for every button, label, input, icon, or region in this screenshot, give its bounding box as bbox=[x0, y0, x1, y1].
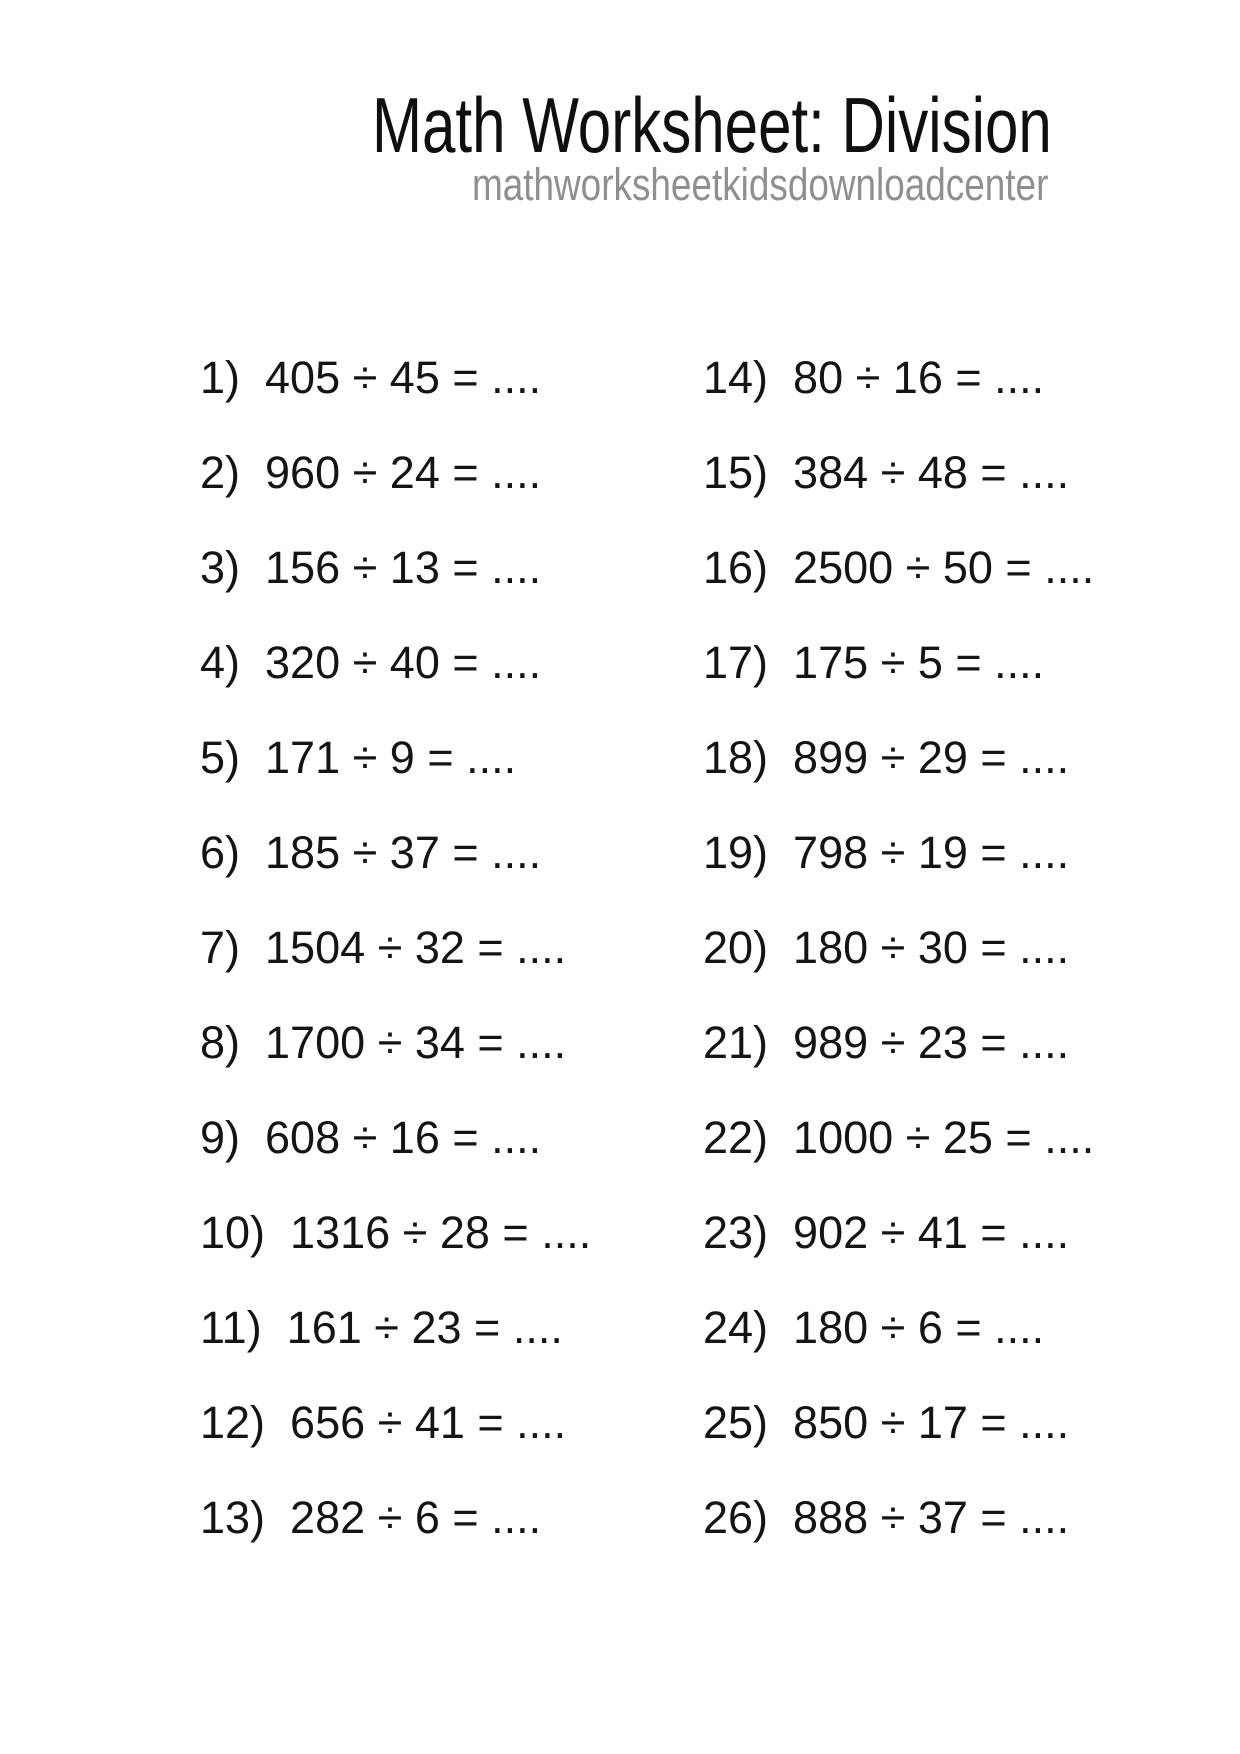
worksheet-title: Math Worksheet: Division bbox=[372, 81, 1052, 169]
problem-number: 6) bbox=[200, 827, 241, 878]
problem-expression: 798 ÷ 19 = .... bbox=[793, 827, 1070, 878]
problem-expression: 405 ÷ 45 = .... bbox=[265, 352, 542, 403]
problem-number: 18) bbox=[703, 732, 769, 783]
problem-row bbox=[703, 637, 1094, 688]
problem-number: 5) bbox=[200, 732, 241, 783]
problem-row bbox=[703, 1017, 1094, 1068]
problem-number: 14) bbox=[703, 352, 769, 403]
problem-number: 15) bbox=[703, 447, 769, 498]
problem-row bbox=[200, 1112, 591, 1163]
problem-row bbox=[703, 1112, 1095, 1163]
problem-expression: 2500 ÷ 50 = .... bbox=[793, 542, 1095, 593]
problems-column-right bbox=[703, 352, 1095, 1590]
problem-expression: 960 ÷ 24 = .... bbox=[265, 447, 542, 498]
problem-expression: 1316 ÷ 28 = .... bbox=[290, 1207, 592, 1258]
problem-expression: 656 ÷ 41 = .... bbox=[290, 1397, 567, 1448]
problem-number: 4) bbox=[200, 637, 241, 688]
problem-expression: 180 ÷ 6 = .... bbox=[793, 1302, 1045, 1353]
problem-number: 23) bbox=[703, 1207, 769, 1258]
problem-number: 9) bbox=[200, 1112, 241, 1163]
problem-row bbox=[200, 922, 591, 973]
problem-number: 1) bbox=[200, 352, 241, 403]
problem-expression: 282 ÷ 6 = .... bbox=[290, 1492, 542, 1543]
problem-row bbox=[703, 1207, 1094, 1258]
problem-row bbox=[703, 827, 1094, 878]
problem-row bbox=[200, 1207, 592, 1258]
problem-expression: 1000 ÷ 25 = .... bbox=[793, 1112, 1095, 1163]
problem-row bbox=[200, 1397, 591, 1448]
problem-number: 17) bbox=[703, 637, 769, 688]
problem-number: 12) bbox=[200, 1397, 266, 1448]
problem-row bbox=[200, 1492, 591, 1543]
problem-number: 24) bbox=[703, 1302, 769, 1353]
problem-row bbox=[200, 827, 591, 878]
problem-row bbox=[703, 922, 1094, 973]
problem-row bbox=[200, 637, 591, 688]
problem-row bbox=[200, 1017, 591, 1068]
problem-number: 8) bbox=[200, 1017, 241, 1068]
problem-expression: 161 ÷ 23 = .... bbox=[286, 1302, 563, 1353]
problem-expression: 384 ÷ 48 = .... bbox=[793, 447, 1070, 498]
problem-number: 13) bbox=[200, 1492, 266, 1543]
problem-row bbox=[703, 732, 1094, 783]
problem-number: 16) bbox=[703, 542, 769, 593]
problem-row bbox=[200, 732, 591, 783]
problem-number: 3) bbox=[200, 542, 241, 593]
problem-row bbox=[703, 1492, 1094, 1543]
problem-expression: 171 ÷ 9 = .... bbox=[265, 732, 517, 783]
problem-number: 2) bbox=[200, 447, 241, 498]
problem-row bbox=[703, 542, 1095, 593]
problem-row bbox=[200, 447, 591, 498]
problem-number: 7) bbox=[200, 922, 241, 973]
problem-number: 21) bbox=[703, 1017, 769, 1068]
problem-row bbox=[703, 1302, 1094, 1353]
problem-row bbox=[200, 352, 591, 403]
problem-number: 25) bbox=[703, 1397, 769, 1448]
problem-expression: 902 ÷ 41 = .... bbox=[793, 1207, 1070, 1258]
problem-expression: 175 ÷ 5 = .... bbox=[793, 637, 1045, 688]
problem-expression: 608 ÷ 16 = .... bbox=[265, 1112, 542, 1163]
problem-expression: 989 ÷ 23 = .... bbox=[793, 1017, 1070, 1068]
problem-expression: 888 ÷ 37 = .... bbox=[793, 1492, 1070, 1543]
problem-number: 22) bbox=[703, 1112, 769, 1163]
problem-row bbox=[703, 1397, 1094, 1448]
problem-row bbox=[703, 447, 1094, 498]
problem-expression: 1504 ÷ 32 = .... bbox=[265, 922, 567, 973]
problem-row bbox=[703, 352, 1094, 403]
problem-number: 26) bbox=[703, 1492, 769, 1543]
problem-expression: 180 ÷ 30 = .... bbox=[793, 922, 1070, 973]
worksheet-subtitle: mathworksheetkidsdownloadcenter bbox=[472, 159, 1049, 210]
problem-expression: 80 ÷ 16 = .... bbox=[793, 352, 1045, 403]
problem-number: 11) bbox=[200, 1302, 262, 1353]
problem-row bbox=[200, 1302, 591, 1353]
problem-expression: 185 ÷ 37 = .... bbox=[265, 827, 542, 878]
problem-expression: 1700 ÷ 34 = .... bbox=[265, 1017, 567, 1068]
problem-number: 10) bbox=[200, 1207, 266, 1258]
problem-expression: 899 ÷ 29 = .... bbox=[793, 732, 1070, 783]
problem-row bbox=[200, 542, 591, 593]
problem-expression: 320 ÷ 40 = .... bbox=[265, 637, 542, 688]
problem-expression: 156 ÷ 13 = .... bbox=[265, 542, 542, 593]
problem-number: 19) bbox=[703, 827, 769, 878]
problem-number: 20) bbox=[703, 922, 769, 973]
problems-column-left bbox=[200, 352, 592, 1590]
problem-expression: 850 ÷ 17 = .... bbox=[793, 1397, 1070, 1448]
